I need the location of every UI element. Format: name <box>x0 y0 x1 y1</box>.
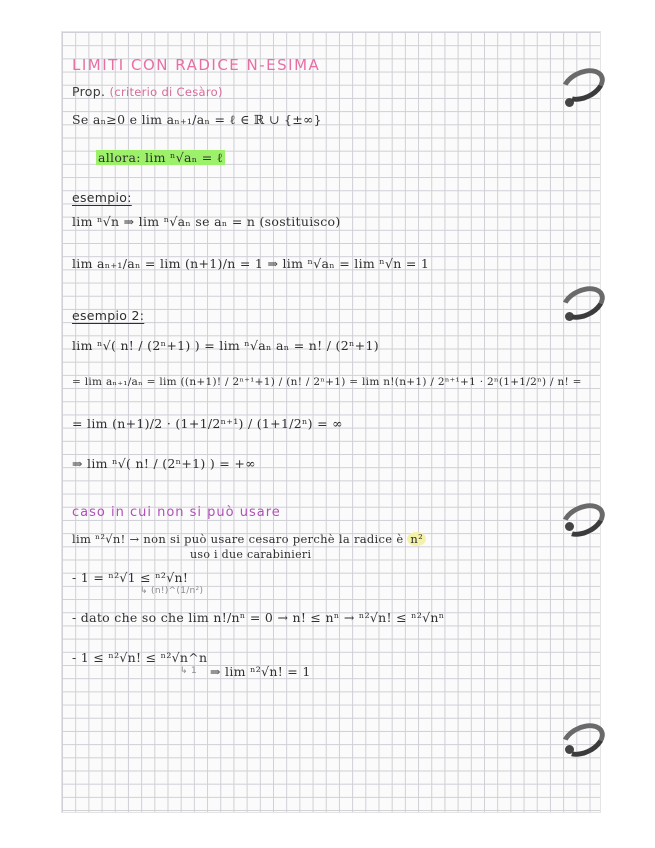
prop-note: (criterio di Cesàro) <box>109 85 223 99</box>
prop-label: Prop. <box>72 84 106 99</box>
proposition-line <box>72 84 223 99</box>
case-line1 <box>72 532 426 546</box>
hypothesis-line: Se aₙ≥0 e lim aₙ₊₁/aₙ = ℓ ∈ ℝ ∪ {±∞} <box>72 112 322 127</box>
page-title: LIMITI CON RADICE N-ESIMA <box>72 56 321 74</box>
example1-line2: lim aₙ₊₁/aₙ = lim (n+1)/n = 1 ⇒ lim ⁿ√aₙ = lim ⁿ√n = 1 <box>72 256 430 271</box>
case-line3: - dato che so che lim n!/nⁿ = 0 → n! ≤ nⁿ → ⁿ²√n! ≤ ⁿ²√nⁿ <box>72 610 445 625</box>
case-line4: - 1 ≤ ⁿ²√n! ≤ ⁿ²√n^n <box>72 650 208 665</box>
example2-line4: ⇒ lim ⁿ√( n! / (2ⁿ+1) ) = +∞ <box>72 456 256 471</box>
case-line1-text: lim ⁿ²√n! → non si può usare cesaro perchè la radice è <box>72 532 404 546</box>
example2-line2: = lim aₙ₊₁/aₙ = lim ((n+1)! / 2ⁿ⁺¹+1) / (n! / 2ⁿ+1) = lim n!(n+1) / 2ⁿ⁺¹+1 · 2ⁿ(1+1/2ⁿ) / n! = <box>72 376 582 388</box>
conclusion-highlight: allora: lim ⁿ√aₙ = ℓ <box>98 150 224 165</box>
case-line2-note: ↳ (n!)^(1/n²) <box>140 586 204 596</box>
n-squared-highlight: n² <box>407 532 426 546</box>
example1-line1: lim ⁿ√n ⇒ lim ⁿ√aₙ se aₙ = n (sostituisco) <box>72 214 341 229</box>
example2-label: esempio 2: <box>72 308 145 323</box>
conclusion-line <box>96 150 225 166</box>
case-line5: ⇒ lim ⁿ²√n! = 1 <box>210 664 311 679</box>
case-heading: caso in cui non si può usare <box>72 505 281 520</box>
case-line2: - 1 = ⁿ²√1 ≤ ⁿ²√n! <box>72 570 189 585</box>
example1-label: esempio: <box>72 190 132 205</box>
case-line4-note: ↳ 1 <box>180 666 198 676</box>
example2-line1: lim ⁿ√( n! / (2ⁿ+1) ) = lim ⁿ√aₙ aₙ = n! / (2ⁿ+1) <box>72 338 379 353</box>
example2-line3: = lim (n+1)/2 · (1+1/2ⁿ⁺¹) / (1+1/2ⁿ) = ∞ <box>72 416 343 431</box>
case-line1-cont: uso i due carabinieri <box>190 548 312 561</box>
